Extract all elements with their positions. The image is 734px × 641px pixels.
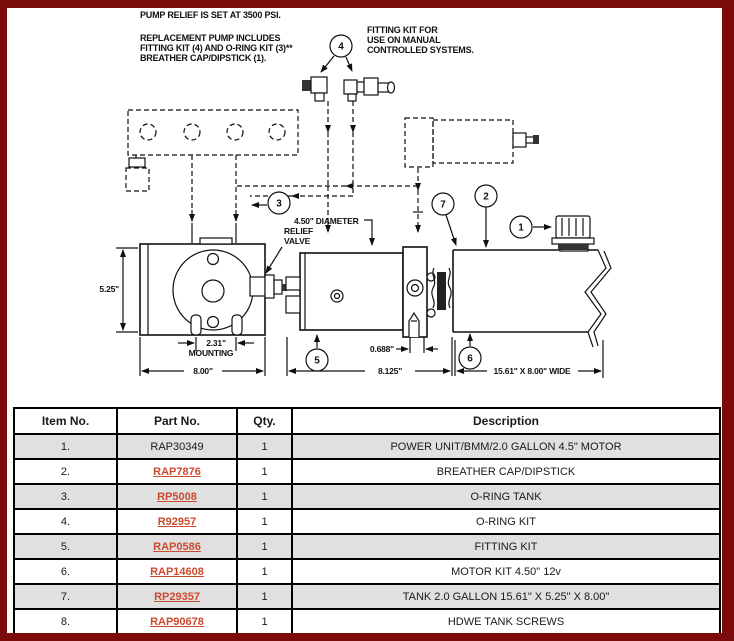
part-no-cell — [117, 609, 237, 634]
part-link[interactable]: RAP0586 — [153, 540, 201, 553]
motor-end-view — [140, 238, 287, 335]
part-link[interactable]: RAP7876 — [153, 465, 201, 478]
tank-dim-text: 15.61" X 8.00" WIDE — [493, 366, 571, 376]
description-cell: BREATHER CAP/DIPSTICK — [292, 459, 720, 484]
callout-6-number: 6 — [467, 353, 473, 365]
table-row — [14, 609, 720, 634]
fitting-kit-line1: FITTING KIT FOR — [367, 25, 438, 35]
callout-6 — [459, 334, 481, 369]
part-link[interactable]: R92957 — [157, 515, 197, 528]
fitting-kit-line2: USE ON MANUAL — [367, 35, 441, 45]
replacement-note-line1: REPLACEMENT PUMP INCLUDES — [140, 33, 281, 43]
item-no-cell: 6. — [14, 559, 117, 584]
relief-valve-drawing — [250, 275, 287, 298]
item-no-cell: 1. — [14, 434, 117, 459]
qty-cell: 1 — [237, 434, 292, 459]
replacement-note-line3: BREATHER CAP/DIPSTICK (1). — [140, 53, 267, 63]
qty-cell: 1 — [237, 484, 292, 509]
callout-1-number: 1 — [518, 222, 524, 234]
parts-table-body — [14, 434, 720, 634]
fitting-kit-drawing — [302, 77, 395, 101]
part-link[interactable]: RAP90678 — [150, 615, 204, 628]
description-cell: TANK 2.0 GALLON 15.61" X 5.25" X 8.00" — [292, 584, 720, 609]
description-cell: O-RING KIT — [292, 509, 720, 534]
part-link[interactable]: RP29357 — [154, 590, 200, 603]
qty-cell: 1 — [237, 559, 292, 584]
qty-cell: 1 — [237, 584, 292, 609]
part-no-cell — [117, 509, 237, 534]
part-link[interactable]: RP5008 — [157, 490, 197, 503]
callout-7 — [432, 193, 456, 245]
callout-2 — [475, 185, 497, 247]
content-area — [7, 8, 722, 633]
callout-7-number: 7 — [440, 199, 446, 211]
qty-cell: 1 — [237, 609, 292, 634]
callout-1 — [510, 216, 551, 238]
diameter-text: 4.50" DIAMETER — [294, 216, 359, 226]
table-row — [14, 559, 720, 584]
description-cell: MOTOR KIT 4.50" 12v — [292, 559, 720, 584]
qty-cell: 1 — [237, 509, 292, 534]
table-row — [14, 534, 720, 559]
table-row — [14, 484, 720, 509]
header-qty: Qty. — [237, 408, 292, 434]
part-no-cell — [117, 534, 237, 559]
mounting-stud-right — [232, 315, 242, 335]
mounting-word-text: MOUNTING — [188, 348, 234, 358]
manifold-top-view — [126, 110, 298, 191]
callout-5-number: 5 — [314, 355, 320, 367]
tank-seal-band — [437, 272, 446, 310]
item-no-cell: 2. — [14, 459, 117, 484]
callout-3-number: 3 — [276, 198, 282, 210]
relief-text-line2: VALVE — [284, 236, 311, 246]
header-item-no: Item No. — [14, 408, 117, 434]
part-link[interactable]: RAP14608 — [150, 565, 204, 578]
item-no-cell: 3. — [14, 484, 117, 509]
header-part-no: Part No. — [117, 408, 237, 434]
mounting-stud-left — [191, 315, 201, 335]
callout-2-number: 2 — [483, 191, 489, 203]
motor-kit-dashed-view — [405, 118, 539, 167]
part-no-cell: RAP30349 — [117, 434, 237, 459]
item-no-cell: 8. — [14, 609, 117, 634]
unit-length-dim-text: 8.125" — [377, 366, 403, 376]
part-no-cell — [117, 459, 237, 484]
part-no-cell — [117, 584, 237, 609]
fitting-kit-note — [367, 25, 474, 55]
description-cell: O-RING TANK — [292, 484, 720, 509]
breather-cap-drawing — [552, 216, 594, 251]
fitting-kit-line3: CONTROLLED SYSTEMS. — [367, 45, 474, 55]
part-no-cell — [117, 484, 237, 509]
description-cell: FITTING KIT — [292, 534, 720, 559]
part-no-cell — [117, 559, 237, 584]
table-row — [14, 509, 720, 534]
callout-4 — [321, 35, 352, 72]
port-dim-text: 0.688" — [369, 344, 394, 354]
parts-table — [13, 407, 721, 635]
pump-relief-note — [140, 10, 293, 63]
pump-relief-text: PUMP RELIEF IS SET AT 3500 PSI. — [140, 10, 281, 20]
tank-side-view — [453, 216, 611, 347]
table-row — [14, 584, 720, 609]
base-width-dim-text: 8.00" — [193, 366, 213, 376]
item-no-cell: 7. — [14, 584, 117, 609]
table-row — [14, 459, 720, 484]
mounting-dim-text: 2.31" — [206, 338, 226, 348]
height-dim-text: 5.25" — [99, 284, 119, 294]
replacement-note-line2: FITTING KIT (4) AND O-RING KIT (3)** — [140, 43, 293, 53]
callout-5 — [306, 335, 328, 371]
qty-cell: 1 — [237, 534, 292, 559]
table-header-row — [14, 408, 720, 434]
description-cell: HDWE TANK SCREWS — [292, 609, 720, 634]
power-unit-side-view — [286, 247, 451, 337]
hydraulic-unit-diagram — [7, 8, 722, 400]
description-cell: POWER UNIT/BMM/2.0 GALLON 4.5" MOTOR — [292, 434, 720, 459]
relief-text-line1: RELIEF — [284, 226, 314, 236]
callout-4-number: 4 — [338, 41, 344, 53]
table-row — [14, 434, 720, 459]
header-description: Description — [292, 408, 720, 434]
callout-3 — [252, 192, 290, 214]
item-no-cell: 5. — [14, 534, 117, 559]
qty-cell: 1 — [237, 459, 292, 484]
item-no-cell: 4. — [14, 509, 117, 534]
